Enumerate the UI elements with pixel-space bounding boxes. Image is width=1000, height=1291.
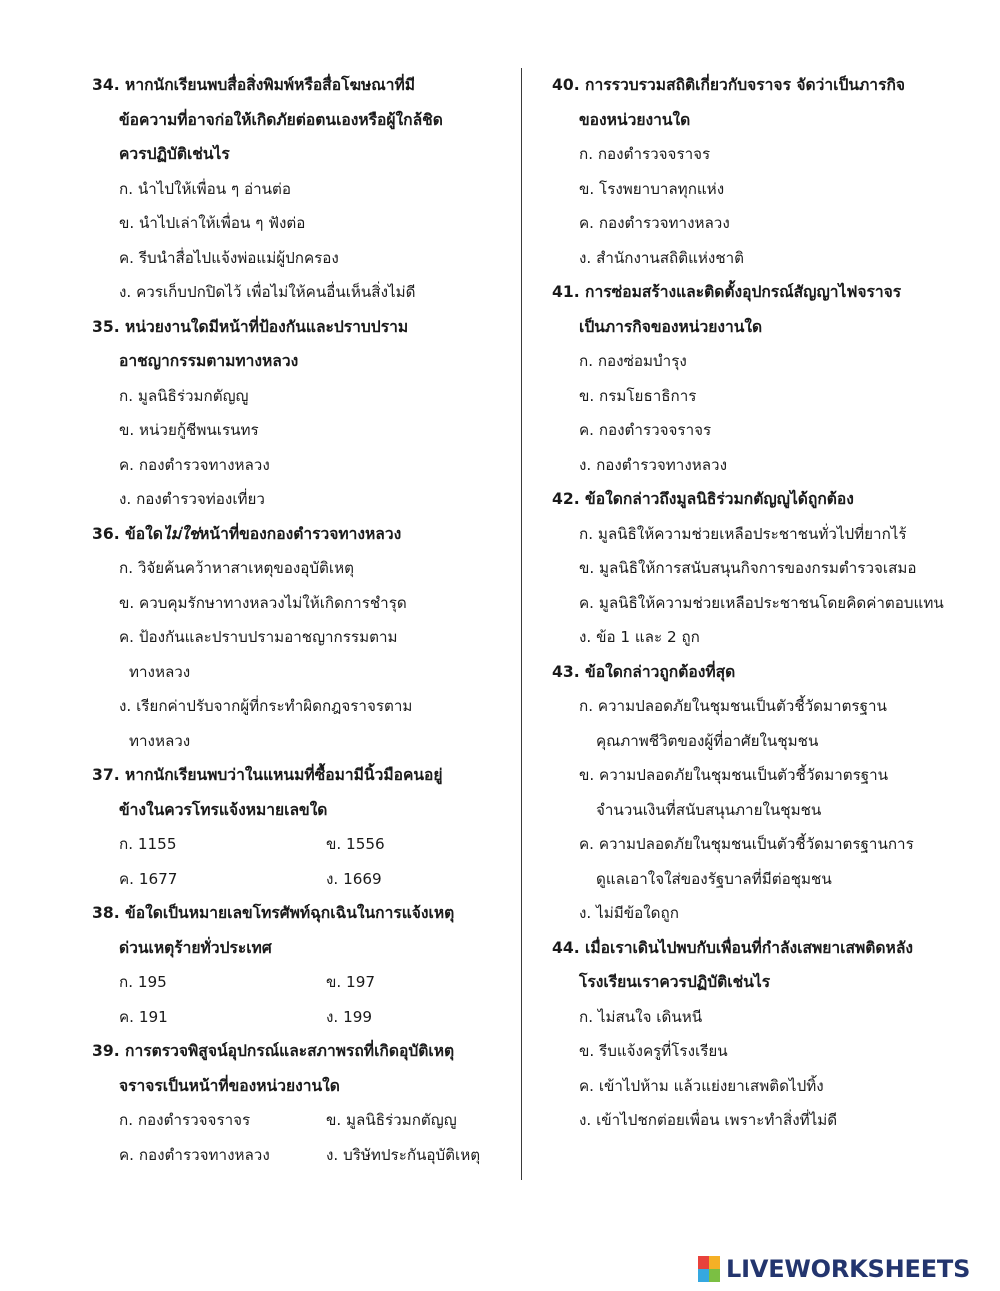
question-34-stem-line-2: ข้อความที่อาจก่อให้เกิดภัยต่อตนเองหรือผู้ใกล้ชิด [119,110,443,129]
question-37-options-row-1 [92,827,517,862]
question-36-option-c[interactable]: ค. ป้องกันและปราบปรามอาชญากรรมตาม [119,628,398,646]
question-36-option-b[interactable]: ข. ควบคุมรักษาทางหลวงไม่ให้เกิดการชำรุด [119,593,407,612]
liveworksheets-brand-text: LIVEWORKSHEETS [726,1255,971,1283]
question-42-option-d[interactable]: ง. ข้อ 1 และ 2 ถูก [579,628,700,646]
question-39-option-a[interactable]: ก. กองตำรวจจราจร [119,1111,251,1129]
question-38-option-c[interactable]: ค. 191 [119,1007,168,1026]
question-44-option-d[interactable]: ง. เข้าไปชกต่อยเพื่อน เพราะทำสิ่งที่ไม่ดี [579,1111,838,1129]
question-37-option-c[interactable]: ค. 1677 [119,869,178,888]
question-44-stem-line-2: โรงเรียนเราควรปฏิบัติเช่นไร [579,973,771,991]
liveworksheets-logo [698,1253,970,1285]
question-42-stem: 42. ข้อใดกล่าวถึงมูลนิธิร่วมกตัญญูได้ถูกต้อง [552,490,854,508]
question-36-stem-prefix: 36. ข้อใด [92,524,163,543]
question-40-stem-line-1: 40. การรวบรวมสถิติเกี่ยวกับจราจร จัดว่าเป็นภารกิจ [552,76,906,94]
question-40-option-a[interactable]: ก. กองตำรวจจราจร [579,145,711,163]
question-39-option-d[interactable]: ง. บริษัทประกันอุบัติเหตุ [326,1145,481,1164]
question-44-option-c[interactable]: ค. เข้าไปห้าม แล้วแย่งยาเสพติดไปทิ้ง [579,1076,824,1095]
question-37-stem-line-2: ข้างในควรโทรแจ้งหมายเลขใด [119,800,328,819]
question-37-stem-line-1: 37. หากนักเรียนพบว่าในแหนมที่ซื้อมามีนิ้วมือคนอยู่ [92,766,443,784]
question-39-option-b[interactable]: ข. มูลนิธิร่วมกตัญญู [326,1111,457,1129]
question-42-option-a[interactable]: ก. มูลนิธิให้ความช่วยเหลือประชาชนทั่วไปที่ยากไร้ [579,524,907,543]
question-40-option-c[interactable]: ค. กองตำรวจทางหลวง [579,214,730,232]
question-38-option-d[interactable]: ง. 199 [326,1007,373,1026]
question-38-option-b[interactable]: ข. 197 [326,973,376,991]
question-41-stem-line-2: เป็นภารกิจของหน่วยงานใด [579,317,763,336]
question-36-stem [92,517,517,552]
question-35-option-a[interactable]: ก. มูลนิธิร่วมกตัญญู [119,386,249,405]
question-34-option-b[interactable]: ข. นำไปเล่าให้เพื่อน ๆ ฟังต่อ [119,214,306,232]
question-41-option-c[interactable]: ค. กองตำรวจจราจร [579,421,712,439]
question-36-stem-emphasis: ไม่ใช่ [162,524,200,543]
question-44-stem-line-1: 44. เมื่อเราเดินไปพบกับเพื่อนที่กำลังเสพยาเสพติดหลัง [552,938,913,957]
question-38-option-a[interactable]: ก. 195 [119,973,167,991]
question-34-stem-line-3: ควรปฏิบัติเช่นไร [119,145,230,163]
question-41-stem-line-1: 41. การซ่อมสร้างและติดตั้งอุปกรณ์สัญญาไฟจราจร [552,283,902,301]
question-43-option-a[interactable]: ก. ความปลอดภัยในชุมชนเป็นตัวชี้วัดมาตรฐาน [579,697,887,715]
question-43-option-b[interactable]: ข. ความปลอดภัยในชุมชนเป็นตัวชี้วัดมาตรฐาน [579,766,889,784]
question-35-option-b[interactable]: ข. หน่วยกู้ชีพนเรนทร [119,421,259,439]
question-35-stem-line-1: 35. หน่วยงานใดมีหน้าที่ป้องกันและปราบปราม [92,317,409,336]
question-35-option-d[interactable]: ง. กองตำรวจท่องเที่ยว [119,490,265,508]
question-43-option-c-continued: ดูแลเอาใจใส่ของรัฐบาลที่มีต่อชุมชน [596,869,832,888]
question-34-option-d[interactable]: ง. ควรเก็บปกปิดไว้ เพื่อไม่ให้คนอื่นเห็นสิ่งไม่ดี [119,283,416,301]
right-column [552,68,972,1138]
question-38-stem-line-2: ด่วนเหตุร้ายทั่วประเทศ [119,938,272,957]
question-40-option-b[interactable]: ข. โรงพยาบาลทุกแห่ง [579,179,725,198]
question-43-option-d[interactable]: ง. ไม่มีข้อใดถูก [579,904,679,922]
question-37-option-b[interactable]: ข. 1556 [326,835,385,853]
question-39-options-row-1 [92,1103,517,1138]
left-column [92,68,517,1172]
question-36-option-d[interactable]: ง. เรียกค่าปรับจากผู้ที่กระทำผิดกฎจราจรตาม [119,697,413,715]
question-41-option-d[interactable]: ง. กองตำรวจทางหลวง [579,455,727,474]
question-41-option-b[interactable]: ข. กรมโยธาธิการ [579,386,697,405]
question-44-option-a[interactable]: ก. ไม่สนใจ เดินหนี [579,1007,703,1026]
question-42-option-c[interactable]: ค. มูลนิธิให้ความช่วยเหลือประชาชนโดยคิดค่าตอบแทน [579,593,944,612]
question-37-options-row-2 [92,862,517,897]
question-34-option-a[interactable]: ก. นำไปให้เพื่อน ๆ อ่านต่อ [119,179,292,198]
question-44-option-b[interactable]: ข. รีบแจ้งครูที่โรงเรียน [579,1042,728,1060]
logo-square-yellow [709,1256,720,1269]
question-36-option-d-continued: ทางหลวง [129,731,191,750]
logo-square-red [698,1256,709,1269]
question-36-stem-suffix: หน้าที่ของกองตำรวจทางหลวง [199,524,402,543]
question-38-options-row-2 [92,1000,517,1035]
question-43-stem: 43. ข้อใดกล่าวถูกต้องที่สุด [552,662,736,681]
question-34-option-c[interactable]: ค. รีบนำสื่อไปแจ้งพ่อแม่ผู้ปกครอง [119,248,339,267]
question-43-option-a-continued: คุณภาพชีวิตของผู้ที่อาศัยในชุมชน [596,731,819,750]
liveworksheets-logo-icon [698,1256,720,1282]
question-35-option-c[interactable]: ค. กองตำรวจทางหลวง [119,455,270,474]
question-42-option-b[interactable]: ข. มูลนิธิให้การสนับสนุนกิจการของกรมตำรวจเสมอ [579,559,917,577]
question-37-option-a[interactable]: ก. 1155 [119,835,177,853]
question-36-option-c-continued: ทางหลวง [129,662,191,681]
question-39-options-row-2 [92,1138,517,1173]
question-39-stem-line-2: จราจรเป็นหน้าที่ของหน่วยงานใด [119,1076,340,1095]
question-41-option-a[interactable]: ก. กองซ่อมบำรุง [579,352,687,370]
question-43-option-b-continued: จำนวนเงินที่สนับสนุนภายในชุมชน [596,800,822,819]
question-39-option-c[interactable]: ค. กองตำรวจทางหลวง [119,1145,270,1164]
question-38-stem-line-1: 38. ข้อใดเป็นหมายเลขโทรศัพท์ฉุกเฉินในการแจ้งเหตุ [92,904,455,922]
question-40-option-d[interactable]: ง. สำนักงานสถิติแห่งชาติ [579,248,745,267]
logo-square-blue [698,1269,709,1282]
question-40-stem-line-2: ของหน่วยงานใด [579,110,691,129]
logo-square-green [709,1269,720,1282]
question-34-stem-line-1: 34. หากนักเรียนพบสื่อสิ่งพิมพ์หรือสื่อโฆษณาที่มี [92,76,416,94]
question-35-stem-line-2: อาชญากรรมตามทางหลวง [119,352,299,370]
column-divider [521,68,522,1180]
question-39-stem-line-1: 39. การตรวจพิสูจน์อุปกรณ์และสภาพรถที่เกิดอุบัติเหตุ [92,1042,455,1060]
question-38-options-row-1 [92,965,517,1000]
question-37-option-d[interactable]: ง. 1669 [326,869,382,888]
question-36-option-a[interactable]: ก. วิจัยค้นคว้าหาสาเหตุของอุบัติเหตุ [119,559,354,577]
question-43-option-c[interactable]: ค. ความปลอดภัยในชุมชนเป็นตัวชี้วัดมาตรฐานการ [579,835,914,853]
